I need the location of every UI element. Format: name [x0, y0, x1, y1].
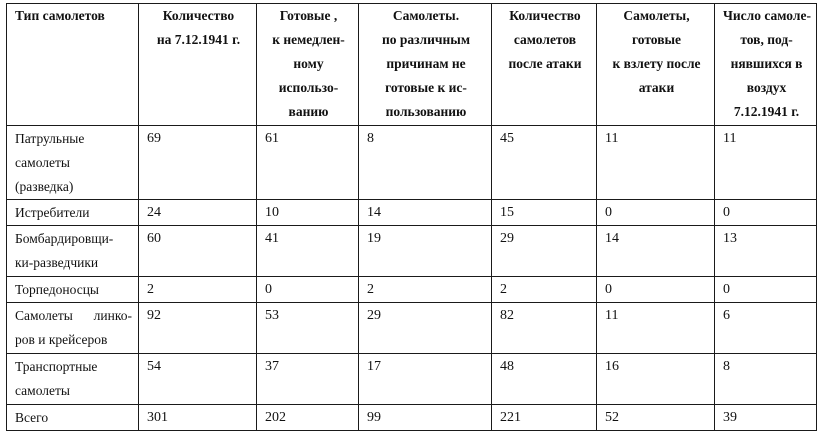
header-line: пользованию	[385, 104, 467, 119]
table-cell: 24	[139, 200, 257, 226]
header-line: готовые к ис-	[385, 80, 467, 95]
table-cell: 10	[257, 200, 359, 226]
table-cell: 29	[492, 226, 597, 277]
table-cell: 29	[359, 303, 492, 354]
table-cell: 0	[715, 200, 817, 226]
header-line: атаки	[638, 80, 675, 95]
table-cell: 92	[139, 303, 257, 354]
table-row-bombers	[7, 226, 817, 277]
table-row-transport	[7, 354, 817, 405]
row-label-line: самолеты	[15, 155, 70, 170]
header-line: по различным	[381, 32, 471, 47]
header-line: на 7.12.1941 г.	[156, 32, 241, 47]
table-row-ship-aircraft	[7, 303, 817, 354]
table-cell: 0	[715, 277, 817, 303]
row-label-line: Патрульные	[15, 131, 85, 146]
table-cell: 15	[492, 200, 597, 226]
table-cell: 17	[359, 354, 492, 405]
table-cell: 2	[139, 277, 257, 303]
table-body	[7, 126, 817, 431]
header-count-after-attack	[492, 4, 597, 126]
table-cell: 99	[359, 405, 492, 431]
header-line: нявшихся в	[730, 56, 803, 71]
table-cell: 8	[715, 354, 817, 405]
table-cell: 11	[597, 303, 715, 354]
header-line: Количество	[162, 8, 235, 23]
table-cell: 11	[597, 126, 715, 200]
table-cell: 45	[492, 126, 597, 200]
row-label	[7, 354, 139, 405]
table-cell: 0	[597, 200, 715, 226]
header-line: после атаки	[508, 56, 582, 71]
header-line: причинам не	[386, 56, 466, 71]
header-line: тов, под-	[740, 32, 793, 47]
table-cell: 6	[715, 303, 817, 354]
table-cell: 37	[257, 354, 359, 405]
header-line: Тип самолетов	[15, 8, 105, 23]
row-label-line: самолеты	[15, 383, 70, 398]
row-label	[7, 226, 139, 277]
table-cell: 69	[139, 126, 257, 200]
header-line: Количество	[509, 8, 581, 23]
header-line: Самолеты.	[392, 8, 460, 23]
table-cell: 52	[597, 405, 715, 431]
header-row	[7, 4, 817, 126]
table-cell: 54	[139, 354, 257, 405]
row-label	[7, 405, 139, 431]
header-line: 7.12.1941 г.	[733, 104, 800, 119]
aircraft-table	[6, 3, 817, 431]
table-cell: 41	[257, 226, 359, 277]
table-cell: 16	[597, 354, 715, 405]
table-row-patrol	[7, 126, 817, 200]
row-label-line: ров и крейсеров	[15, 332, 108, 347]
row-label	[7, 126, 139, 200]
table-cell: 301	[139, 405, 257, 431]
table-cell: 202	[257, 405, 359, 431]
table-cell: 14	[359, 200, 492, 226]
table-cell: 61	[257, 126, 359, 200]
table-cell: 82	[492, 303, 597, 354]
row-label-line: Бомбардировщи-	[15, 231, 114, 246]
table-cell: 19	[359, 226, 492, 277]
table-cell: 60	[139, 226, 257, 277]
row-label-line: ки-разведчики	[15, 255, 99, 270]
row-label-line: (разведка)	[15, 179, 74, 194]
table-cell: 14	[597, 226, 715, 277]
row-label-line: Истребители	[15, 205, 90, 220]
table-cell: 0	[597, 277, 715, 303]
table-cell: 8	[359, 126, 492, 200]
header-line: Готовые ,	[279, 8, 338, 23]
table-cell: 2	[492, 277, 597, 303]
table-cell: 0	[257, 277, 359, 303]
header-line: Самолеты,	[623, 8, 690, 23]
table-cell: 13	[715, 226, 817, 277]
header-line: использо-	[278, 80, 339, 95]
header-not-ready	[359, 4, 492, 126]
row-label-line: Всего	[15, 410, 49, 425]
table-cell: 221	[492, 405, 597, 431]
header-line: к немедлен-	[272, 32, 345, 47]
table-cell: 2	[359, 277, 492, 303]
table-row-total	[7, 405, 817, 431]
table-row-torpedo	[7, 277, 817, 303]
header-count-dec7	[139, 4, 257, 126]
table-cell: 11	[715, 126, 817, 200]
row-label	[7, 303, 139, 354]
table-cell: 39	[715, 405, 817, 431]
row-label	[7, 200, 139, 226]
row-label	[7, 277, 139, 303]
header-ready-after-attack	[597, 4, 715, 126]
header-ready-immediately	[257, 4, 359, 126]
header-line: ному	[293, 56, 324, 71]
header-line: самолетов	[513, 32, 577, 47]
header-aircraft-type	[7, 4, 139, 126]
table-header	[7, 4, 817, 126]
header-line: к взлету после	[612, 56, 701, 71]
table-cell: 48	[492, 354, 597, 405]
row-label-line: Торпедоносцы	[15, 282, 99, 297]
row-label-line: Самолеты линко-	[15, 308, 132, 323]
table-row-fighters	[7, 200, 817, 226]
header-line: воздух	[746, 80, 787, 95]
header-airborne-dec7	[715, 4, 817, 126]
header-line: ванию	[288, 104, 329, 119]
header-line: готовые	[631, 32, 682, 47]
table-cell: 53	[257, 303, 359, 354]
row-label-line: Транспортные	[15, 359, 98, 374]
header-line: Число самоле-	[723, 8, 811, 23]
